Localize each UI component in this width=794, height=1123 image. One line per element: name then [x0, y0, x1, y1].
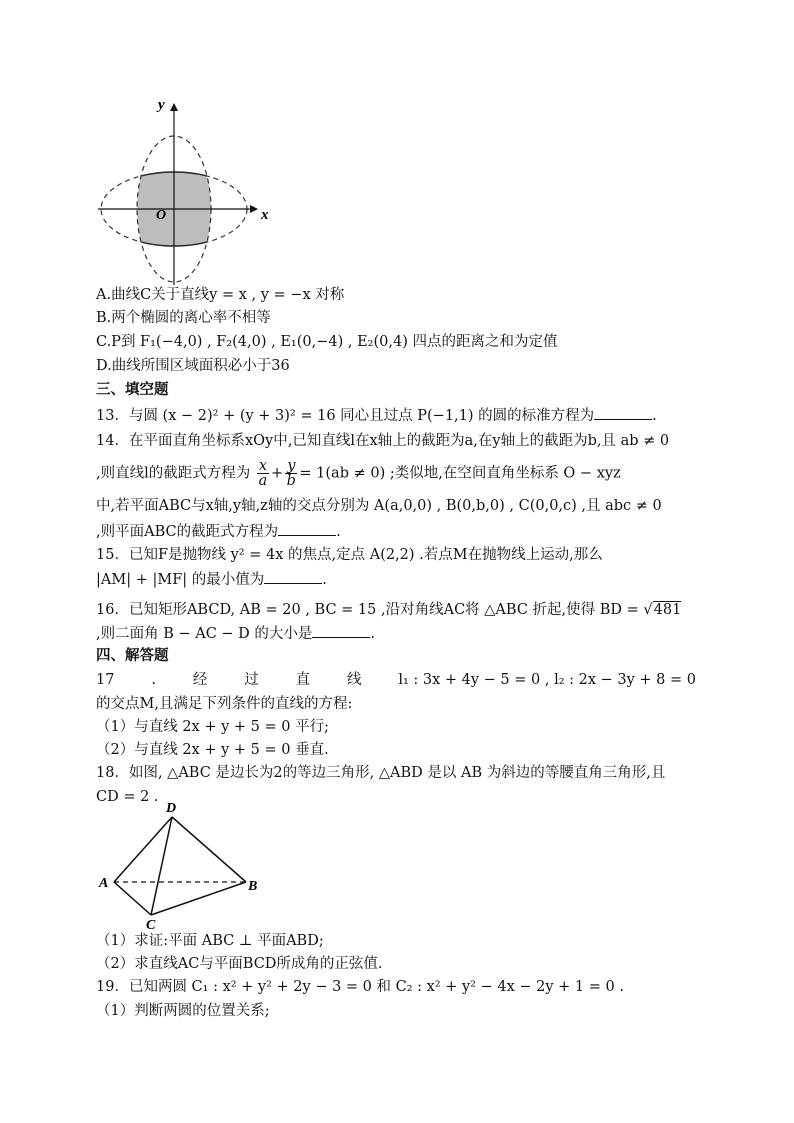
edge-cb: [151, 882, 246, 915]
question-15-line1: 15．已知F是抛物线 y² = 4x 的焦点,定点 A(2,2) .若点M在抛物线上运动,那么: [96, 547, 603, 563]
option-a: A.曲线C关于直线y = x , y = −x 对称: [96, 287, 345, 303]
vertex-b-label: B: [248, 879, 258, 894]
question-14-line3: 中,若平面ABC与x轴,y轴,z轴的交点分别为 A(a,0,0) , B(0,b,0) , C(0,0,c) ,且 abc ≠ 0: [96, 498, 662, 514]
vertex-d-label: D: [166, 801, 177, 816]
vertex-a-label: A: [99, 876, 109, 891]
y-axis-label: y: [158, 97, 165, 113]
question-17-part1: （1）与直线 2x + y + 5 = 0 平行;: [96, 719, 329, 735]
option-c: C.P到 F₁(−4,0) , F₂(4,0) , E₁(0,−4) , E₂(0,4) 四点的距离之和为定值: [96, 334, 558, 350]
question-18-line2: CD = 2 .: [96, 789, 159, 805]
fraction-x-over-a: $\frac{x}{a}$: [258, 458, 268, 489]
question-18-part2: （2）求直线AC与平面BCD所成角的正弦值.: [96, 956, 383, 972]
x-axis-label: x: [261, 207, 269, 223]
q14-line2-a: ,则直线l的截距式方程为: [96, 465, 251, 482]
vertex-c-label: C: [146, 918, 156, 932]
question-14-line2: ,则直线l的截距式方程为 $\frac{x}{a}$ + $\frac{y}{b}$ = 1(ab ≠ 0) ;类似地,在空间直角坐标系 O − xyz: [96, 458, 621, 489]
question-13: [96, 405, 657, 426]
section-heading-fill-blank: 三、填空题: [96, 382, 169, 398]
option-b: B.两个椭圆的离心率不相等: [96, 310, 271, 326]
edge-ac: [114, 882, 151, 915]
q15-line2-text: |AM| + |MF| 的最小值为: [96, 572, 265, 588]
question-15-line2: |AM| + |MF| 的最小值为 .: [96, 569, 327, 590]
q16-line2-text: ,则二面角 B − AC − D 的大小是: [96, 626, 313, 642]
section-heading-solve: 四、解答题: [96, 648, 169, 664]
question-16-line1: [96, 600, 681, 620]
question-14-line1: 14．在平面直角坐标系xOy中,已知直线l在x轴上的截距为a,在y轴上的截距为b,且 ab ≠ 0: [96, 433, 670, 449]
sqrt-value: 481: [653, 602, 682, 618]
origin-label: O: [156, 208, 167, 223]
q16-line1-text: 16．已知矩形ABCD, AB = 20 , BC = 15 ,沿对角线AC将 △ABC 折起,使得 BD = √: [96, 602, 653, 618]
edge-db: [172, 817, 246, 882]
question-18-line1: 18．如图, △ABC 是边长为2的等边三角形, △ABD 是以 AB 为斜边的等腰直角三角形,且: [96, 765, 666, 781]
y-axis-arrow-icon: [170, 103, 178, 111]
q13-end: .: [652, 408, 657, 424]
edge-da: [114, 817, 172, 882]
q14-line2-b: = 1(ab ≠ 0) ;类似地,在空间直角坐标系 O − xyz: [299, 465, 621, 482]
edge-dc: [151, 817, 172, 915]
question-17-line1: 17 . 经 过 直 线 l₁ : 3x + 4y − 5 = 0 , l₂ : 2x − 3y + 8 = 0: [96, 672, 696, 688]
q16-answer-blank[interactable]: [312, 623, 370, 638]
q15-answer-blank[interactable]: [264, 569, 322, 584]
question-17-line2: 的交点M,且满足下列条件的直线的方程:: [96, 696, 353, 712]
question-16-line2: ,则二面角 B − AC − D 的大小是 .: [96, 623, 375, 644]
option-d: D.曲线所围区域面积必小于36: [96, 358, 290, 374]
question-14-line4: ,则平面ABC的截距式方程为 .: [96, 521, 341, 542]
question-17-part2: （2）与直线 2x + y + 5 = 0 垂直.: [96, 742, 329, 758]
fraction-y-over-b: $\frac{y}{b}$: [286, 458, 296, 489]
x-axis-arrow-icon: [250, 205, 258, 213]
q14-answer-blank[interactable]: [278, 521, 336, 536]
question-18-part1: （1）求证:平面 ABC ⊥ 平面ABD;: [96, 933, 324, 949]
ellipse-figure: [96, 95, 286, 285]
tetrahedron-figure: [96, 797, 266, 932]
question-19-line1: 19．已知两圆 C₁ : x² + y² + 2y − 3 = 0 和 C₂ : x² + y² − 4x − 2y + 1 = 0 .: [96, 979, 624, 995]
q13-text: 13．与圆 (x − 2)² + (y + 3)² = 16 同心且过点 P(−1,1) 的圆的标准方程为: [96, 408, 595, 424]
question-19-part1: （1）判断两圆的位置关系;: [96, 1003, 270, 1019]
q13-answer-blank[interactable]: [594, 405, 652, 420]
q14-line4-text: ,则平面ABC的截距式方程为: [96, 524, 279, 540]
